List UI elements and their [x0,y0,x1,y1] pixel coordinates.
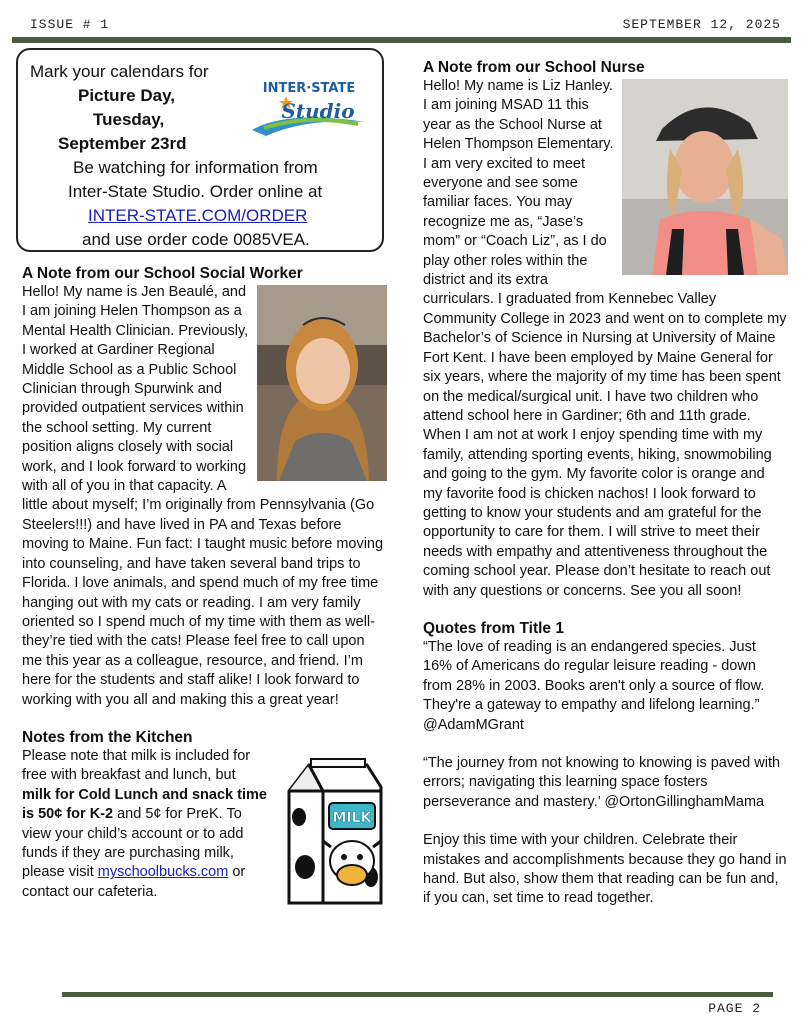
inter-state-order-link[interactable]: INTER-STATE.COM/ORDER [88,206,308,225]
kitchen-milk-price: milk for Cold Lunch and snack time is 50¢ for K-2 [22,786,267,823]
page-number: PAGE 2 [708,1001,761,1016]
picture-day-title: Picture Day, [78,86,176,105]
picture-day-date: September 23rd [58,134,187,153]
kitchen-text-1: Please note that milk is included for free with breakfast and lunch, but [22,747,251,784]
social-worker-photo [257,285,387,481]
picture-day-box [16,48,384,252]
issue-date: SEPTEMBER 12, 2025 [622,17,781,32]
kitchen-heading: Notes from the Kitchen [22,728,193,746]
nurse-heading: A Note from our School Nurse [423,59,645,76]
issue-number: ISSUE # 1 [30,17,110,32]
quote-adam-grant: “The love of reading is an endangered species. Just 16% of Americans do regular leisure reading - down from 28% in 2003. Books aren't only a source of flow. They're a gateway to empathy and lifelong learning.” @AdamMGrant [423,638,765,733]
bottom-divider [62,992,773,997]
title1-closing: Enjoy this time with your children. Celebrate their mistakes and accomplishments because they go hand in hand. But also, show them that reading can be fun and, if you can, set time to read together. [423,832,787,907]
social-worker-heading: A Note from our School Social Worker [22,265,303,282]
logo-text-top: INTER·STATE [262,81,356,96]
right-column [423,58,788,909]
school-nurse-photo [622,79,788,275]
inter-state-studio-logo [246,70,372,144]
quote-orton-gillingham: “The journey from not knowing to knowing is paved with errors; navigating this learning space fosters perseverance and mastery.’ @OrtonGillinghamMama [423,755,781,810]
nurse-body: Hello! My name is Liz Hanley. I am joining MSAD 11 this year as the School Nurse at Helen Thompson Elementary. I am very excited to meet everyone and see some familiar faces. You may recognize me as, “Jase’s mom” or “Coach Liz”, as I do play other roles within the district and its extra curriculars. I graduated from Kennebec Valley Community College in 2023 and went on to complete my Bachelor’s of Science in Nursing at University of Maine Fort Kent. I have been employed by Maine General for six years, where the majority of my time has been spent on the medical/surgical unit. I have two children who attend school here in Gardiner; 6th and 11th grade. When I am not at work I enjoy spending time with my family, attending sporting events, hiking, snowmobiling and going to the gym. My favorite color is orange and my favorite food is chicken nachos! I look forward to getting to know your students and am grateful for the opportunity to care for them. I will strive to meet their needs with empathy and attentiveness throughout the coming school year. Please don’t hesitate to reach out with any questions or concerns. See you all soon! [423,78,787,599]
left-column [22,48,387,907]
logo-text-bottom: Studio [281,99,355,123]
kitchen-text-3: or contact our cafeteria. [22,864,246,900]
picture-day-line-5: Be watching for information from [73,158,318,177]
top-divider [12,37,791,43]
picture-day-order-code: and use order code 0085VEA. [82,230,310,249]
picture-day-weekday: Tuesday, [93,110,165,129]
kitchen-text-2: and 5¢ for PreK. To view your child’s account or to add funds if they are purchasing milk, please visit [22,806,244,881]
milk-label: MILK [332,809,372,826]
social-worker-body: Hello! My name is Jen Beaulé, and I am joining Helen Thompson as a Mental Health Clinician. Previously, I worked at Gardiner Regional Middle School as a Public School Clinician through Spurwink and provided outpatient services within the school setting. My current position aligns closely with social work, and I look forward to working with all of you in that capacity. A little about myself; I’m originally from Pennsylvania (Go Steelers!!!) and have lived in PA and Texas before moving to Maine. Fun fact: I taught music before moving into counseling, and have taken several band trips to Florida. I love animals, and spend much of my free time hanging out with my cats or reading. I am very family oriented so I spend much of my time with them as well-they’re tied with the cats! Please feel free to call upon me this year as a colleague, resource, and friend. I’m here for the students and staff alike! I look forward to working with you all and making this a great year! [22,284,384,708]
myschoolbucks-link[interactable]: myschoolbucks.com [97,864,229,881]
title1-heading: Quotes from Title 1 [423,619,564,637]
milk-carton-icon [271,757,383,907]
picture-day-line-6: Inter-State Studio. Order online at [68,182,323,201]
picture-day-line-1: Mark your calendars for [30,62,209,81]
